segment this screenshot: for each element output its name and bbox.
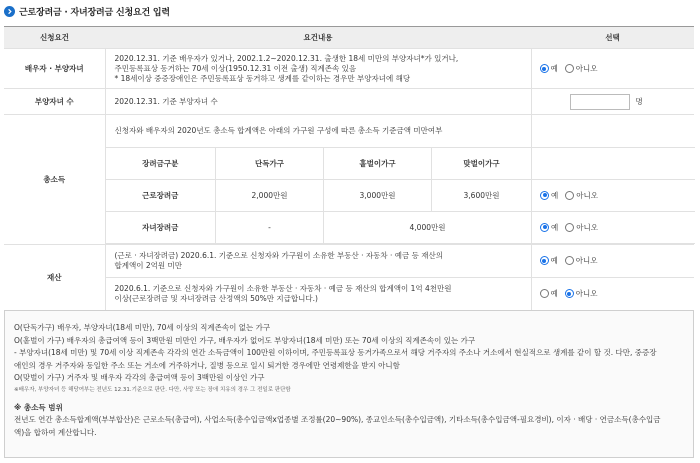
income-intro: 신청자와 배우자의 2020년도 총소득 합계액은 아래의 가구원 구성에 따른 총소득 기준금액 미만여부 (106, 115, 532, 147)
radio-yes[interactable]: 예 (540, 288, 558, 299)
radio-checked-icon[interactable] (565, 289, 574, 298)
content-line: (근로 · 자녀장려금) 2020.6.1. 기준으로 신청자와 가구원이 소유한 부동산 · 자동차 · 예금 등 재산의 (114, 250, 443, 260)
radio-no[interactable]: 아니오 (565, 63, 598, 74)
note-line: O(단독가구) 배우자, 부양자녀(18세 미만), 70세 이상의 직계존속이 없는 가구 (14, 323, 271, 332)
child-incentive-label: 자녀장려금 (106, 211, 216, 243)
radio-yes[interactable]: 예 (540, 190, 558, 201)
note-line: O(홑벌이 가구) 배우자의 총급여액 등이 3백만원 미만인 가구, 배우자가 없어도 부양자녀(18세 미만) 또는 70세 이상의 직계존속이 있는 가구 (14, 335, 476, 345)
radio-yes[interactable]: 예 (540, 63, 558, 74)
radio-unchecked-icon[interactable] (565, 256, 574, 265)
chevron-right-circle-icon (4, 6, 15, 17)
child-combined-value: 4,000만원 (324, 211, 532, 243)
note-line: 애인의 경우 거주자와 동일한 주소 또는 거소에 거주하거나, 질병 등으로 일시 퇴거한 경우에만 연령제한을 받지 아니함 (14, 360, 400, 370)
note-small: ※배우자, 부양자녀 등 해당여부는 전년도 12.31.기준으로 판단. 다만, 사망 또는 장애 치유의 경우 그 전일로 판단함 (14, 386, 291, 393)
requirements-table (4, 26, 694, 311)
radio-unchecked-icon[interactable] (540, 289, 549, 298)
row-content (105, 277, 531, 310)
earned-single-value: 2,000만원 (216, 179, 324, 211)
section-title-row (4, 4, 170, 18)
row-total-income (4, 115, 694, 245)
income-range-title: ※ 총소득 범위 (14, 402, 63, 412)
radio-no[interactable]: 아니오 (565, 222, 598, 233)
radio-no[interactable]: 아니오 (565, 255, 598, 266)
earned-dual-earner-value: 3,600만원 (432, 179, 532, 211)
radio-unchecked-icon[interactable] (565, 64, 574, 73)
page-title: 근로장려금 · 자녀장려금 신청요건 입력 (19, 7, 170, 18)
header-requirement: 신청요건 (4, 27, 105, 49)
content-line: 이상(근로장려금 및 자녀장려금 산정액의 50%만 지급합니다.) (114, 293, 318, 303)
radio-checked-icon[interactable] (540, 223, 549, 232)
radio-checked-icon[interactable] (540, 191, 549, 200)
row-content (105, 244, 531, 277)
child-single-value: - (216, 211, 324, 243)
row-children-count (4, 89, 694, 115)
header-select: 선택 (531, 27, 694, 49)
note-line: 액)을 합하여 계산합니다. (14, 427, 97, 437)
content-line: 합계액이 2억원 미만 (114, 260, 182, 270)
row-property-2 (4, 277, 694, 310)
content-line: 2020.12.31. 기준 배우자가 있거나, 2002.1.2~2020.12.31. 출생한 18세 미만의 부양자녀*가 있거나, (114, 53, 459, 63)
earned-radio-group (540, 190, 695, 201)
children-count-input[interactable] (570, 94, 630, 110)
income-criteria-table (106, 115, 695, 244)
radio-checked-icon[interactable] (540, 256, 549, 265)
row-label: 총소득 (4, 115, 105, 245)
row-content: 2020.12.31. 기준 부양자녀 수 (105, 89, 531, 115)
earned-incentive-label: 근로장려금 (106, 179, 216, 211)
radio-unchecked-icon[interactable] (565, 223, 574, 232)
row-label: 배우자 · 부양자녀 (4, 49, 105, 89)
col-header: 단독가구 (216, 147, 324, 179)
notes-box (4, 310, 694, 458)
content-line: 2020.6.1. 기준으로 신청자와 가구원이 소유한 부동산 · 자동차 · 예금 등 재산의 합계액이 1억 4천만원 (114, 283, 452, 293)
radio-unchecked-icon[interactable] (565, 191, 574, 200)
row-property-1 (4, 244, 694, 277)
note-line: O(맞벌이 가구) 거주자 및 배우자 각각의 총급여액 등이 3백만원 이상인 가구 (14, 373, 265, 382)
header-content: 요건내용 (105, 27, 531, 49)
spouse-radio-group (540, 63, 695, 74)
note-line: 전년도 연간 총소득합계액(부부합산)은 근로소득(총급여), 사업소득(총수입금액x업종별 조정률(20~90%), 종교인소득(총수입금액), 기타소득(총수입금액-필요경비), 이자 · 배당 · 연금소득(총수입금 (14, 415, 661, 424)
note-line: - 부양자녀(18세 미만) 및 70세 이상 직계존속 각각의 연간 소득금액이 100만원 이하이며, 주민등록표상 동거가족으로서 해당 거주자의 주소나 거소에서 현실적으로 생계를 같이 할 것. 다만, 중증장 (14, 348, 657, 357)
radio-yes[interactable]: 예 (540, 255, 558, 266)
radio-checked-icon[interactable] (540, 64, 549, 73)
col-header: 맞벌이가구 (432, 147, 532, 179)
row-spouse-dependents (4, 49, 694, 89)
content-line: 주민등록표상 동거하는 70세 이상(1950.12.31 이전 출생) 직계존속 있음 (114, 63, 357, 73)
col-header: 장려금구분 (106, 147, 216, 179)
row-label: 부양자녀 수 (4, 89, 105, 115)
child-radio-group (540, 222, 695, 233)
col-header: 홑벌이가구 (324, 147, 432, 179)
property-2-radio-group (540, 288, 695, 299)
radio-no[interactable]: 아니오 (565, 190, 598, 201)
content-line: * 18세이상 중증장애인은 주민등록표상 동거하고 생계를 같이하는 경우만 부양자녀에 해당 (114, 73, 411, 83)
row-label: 재산 (4, 244, 105, 310)
radio-no[interactable]: 아니오 (565, 288, 598, 299)
earned-one-earner-value: 3,000만원 (324, 179, 432, 211)
radio-yes[interactable]: 예 (540, 222, 558, 233)
property-1-radio-group (540, 255, 695, 266)
row-content (105, 49, 531, 89)
unit-label: 명 (635, 97, 643, 106)
